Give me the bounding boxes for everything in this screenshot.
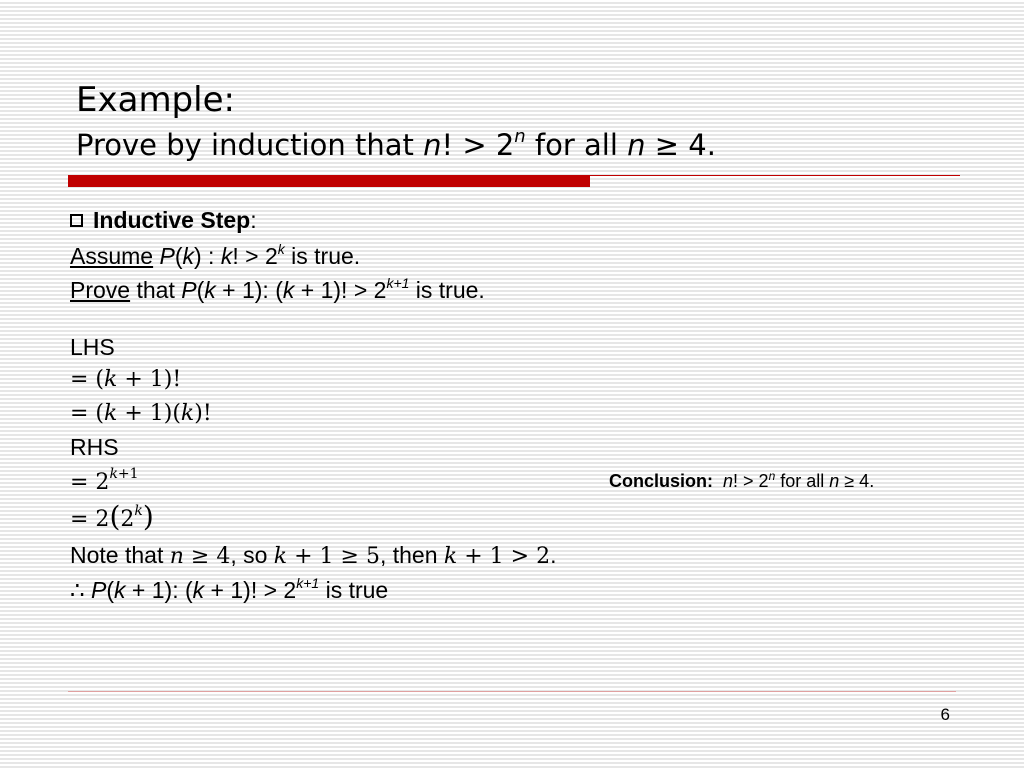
footer-divider-line [68,691,956,692]
lhs-step-1: = (𝑘 + 1)! [70,367,182,392]
page-number: 6 [940,705,950,724]
note-line [70,541,556,571]
slide-title [76,80,235,120]
text: = 2 [70,507,110,532]
inductive-step-label: Inductive Step [93,207,251,233]
exponent: 𝑘 [134,503,143,519]
paren: ( [106,577,115,603]
lhs-step-2: = (𝑘 + 1)(𝑘)! [70,401,212,426]
inductive-step-heading [70,206,257,234]
title-divider-line [590,175,960,176]
assume-line [70,242,360,270]
math-condition: 𝑘 + 1 ≥ 5 [273,544,380,569]
text: = 2 [70,470,110,495]
var-k: k [220,243,233,269]
text: + 1)! > 2 [294,277,387,303]
text: is true. [284,243,361,269]
text: that [130,277,182,303]
therefore-line [70,576,388,604]
paren: ( [174,243,183,269]
math-condition: 𝑛 ≥ 4 [169,544,231,569]
subtitle-exponent: n [514,126,526,147]
text: Note that [70,542,170,568]
var-k: k [204,277,216,303]
rhs-step-2 [70,500,154,534]
var-p: P [159,243,175,269]
text: . [550,542,557,568]
rhs-step-1 [70,466,139,497]
text: ≥ 4. [839,471,875,491]
math-condition: 𝑘 + 1 > 2 [443,544,551,569]
text: ) : [194,243,221,269]
subtitle-var-n: n [627,128,646,162]
subtitle-text: ! > 2 [441,128,515,162]
subtitle-var-n: n [423,128,442,162]
subtitle-text: Prove by induction that [76,128,424,162]
lhs-label: LHS [70,334,115,360]
text: ! > 2 [232,243,278,269]
text: + 1)! > 2 [204,577,297,603]
therefore-icon: ∴ [70,577,92,603]
paren: ) [142,500,154,533]
prove-keyword: Prove [70,277,131,303]
text: , so [230,542,274,568]
assume-keyword: Assume [70,243,154,269]
slide-subtitle [76,126,716,164]
title-accent-bar [68,175,590,187]
conclusion-box [609,470,874,492]
subtitle-text: for all [525,128,628,162]
text: , then [379,542,444,568]
conclusion-label: Conclusion: [609,471,713,491]
var-k: k [182,243,194,269]
exponent: 𝑘+1 [109,466,139,482]
paren: ( [196,277,205,303]
heading-colon: : [250,207,257,233]
var-n: n [723,471,734,491]
var-p: P [91,577,107,603]
title-heading: Example: [76,80,235,120]
var-k: k [114,577,126,603]
checkbox-bullet-icon [70,214,83,227]
text: ! > 2 [733,471,769,491]
var-k: k [282,277,295,303]
subtitle-text: ≥ 4. [645,128,716,162]
exponent: k+1 [386,275,410,291]
rhs-label: RHS [70,434,119,460]
text: + 1): ( [125,577,193,603]
var-k: k [192,577,205,603]
text: + 1): ( [215,277,283,303]
var-p: P [181,277,197,303]
exponent: n [768,469,776,483]
text: for all [775,471,830,491]
prove-line [70,276,485,304]
text: is true. [409,277,485,303]
exponent: k+1 [296,575,320,591]
text: 2 [120,507,135,532]
exponent: k [277,241,285,257]
text: is true [319,577,389,603]
paren: ( [109,500,121,533]
var-n: n [829,471,840,491]
